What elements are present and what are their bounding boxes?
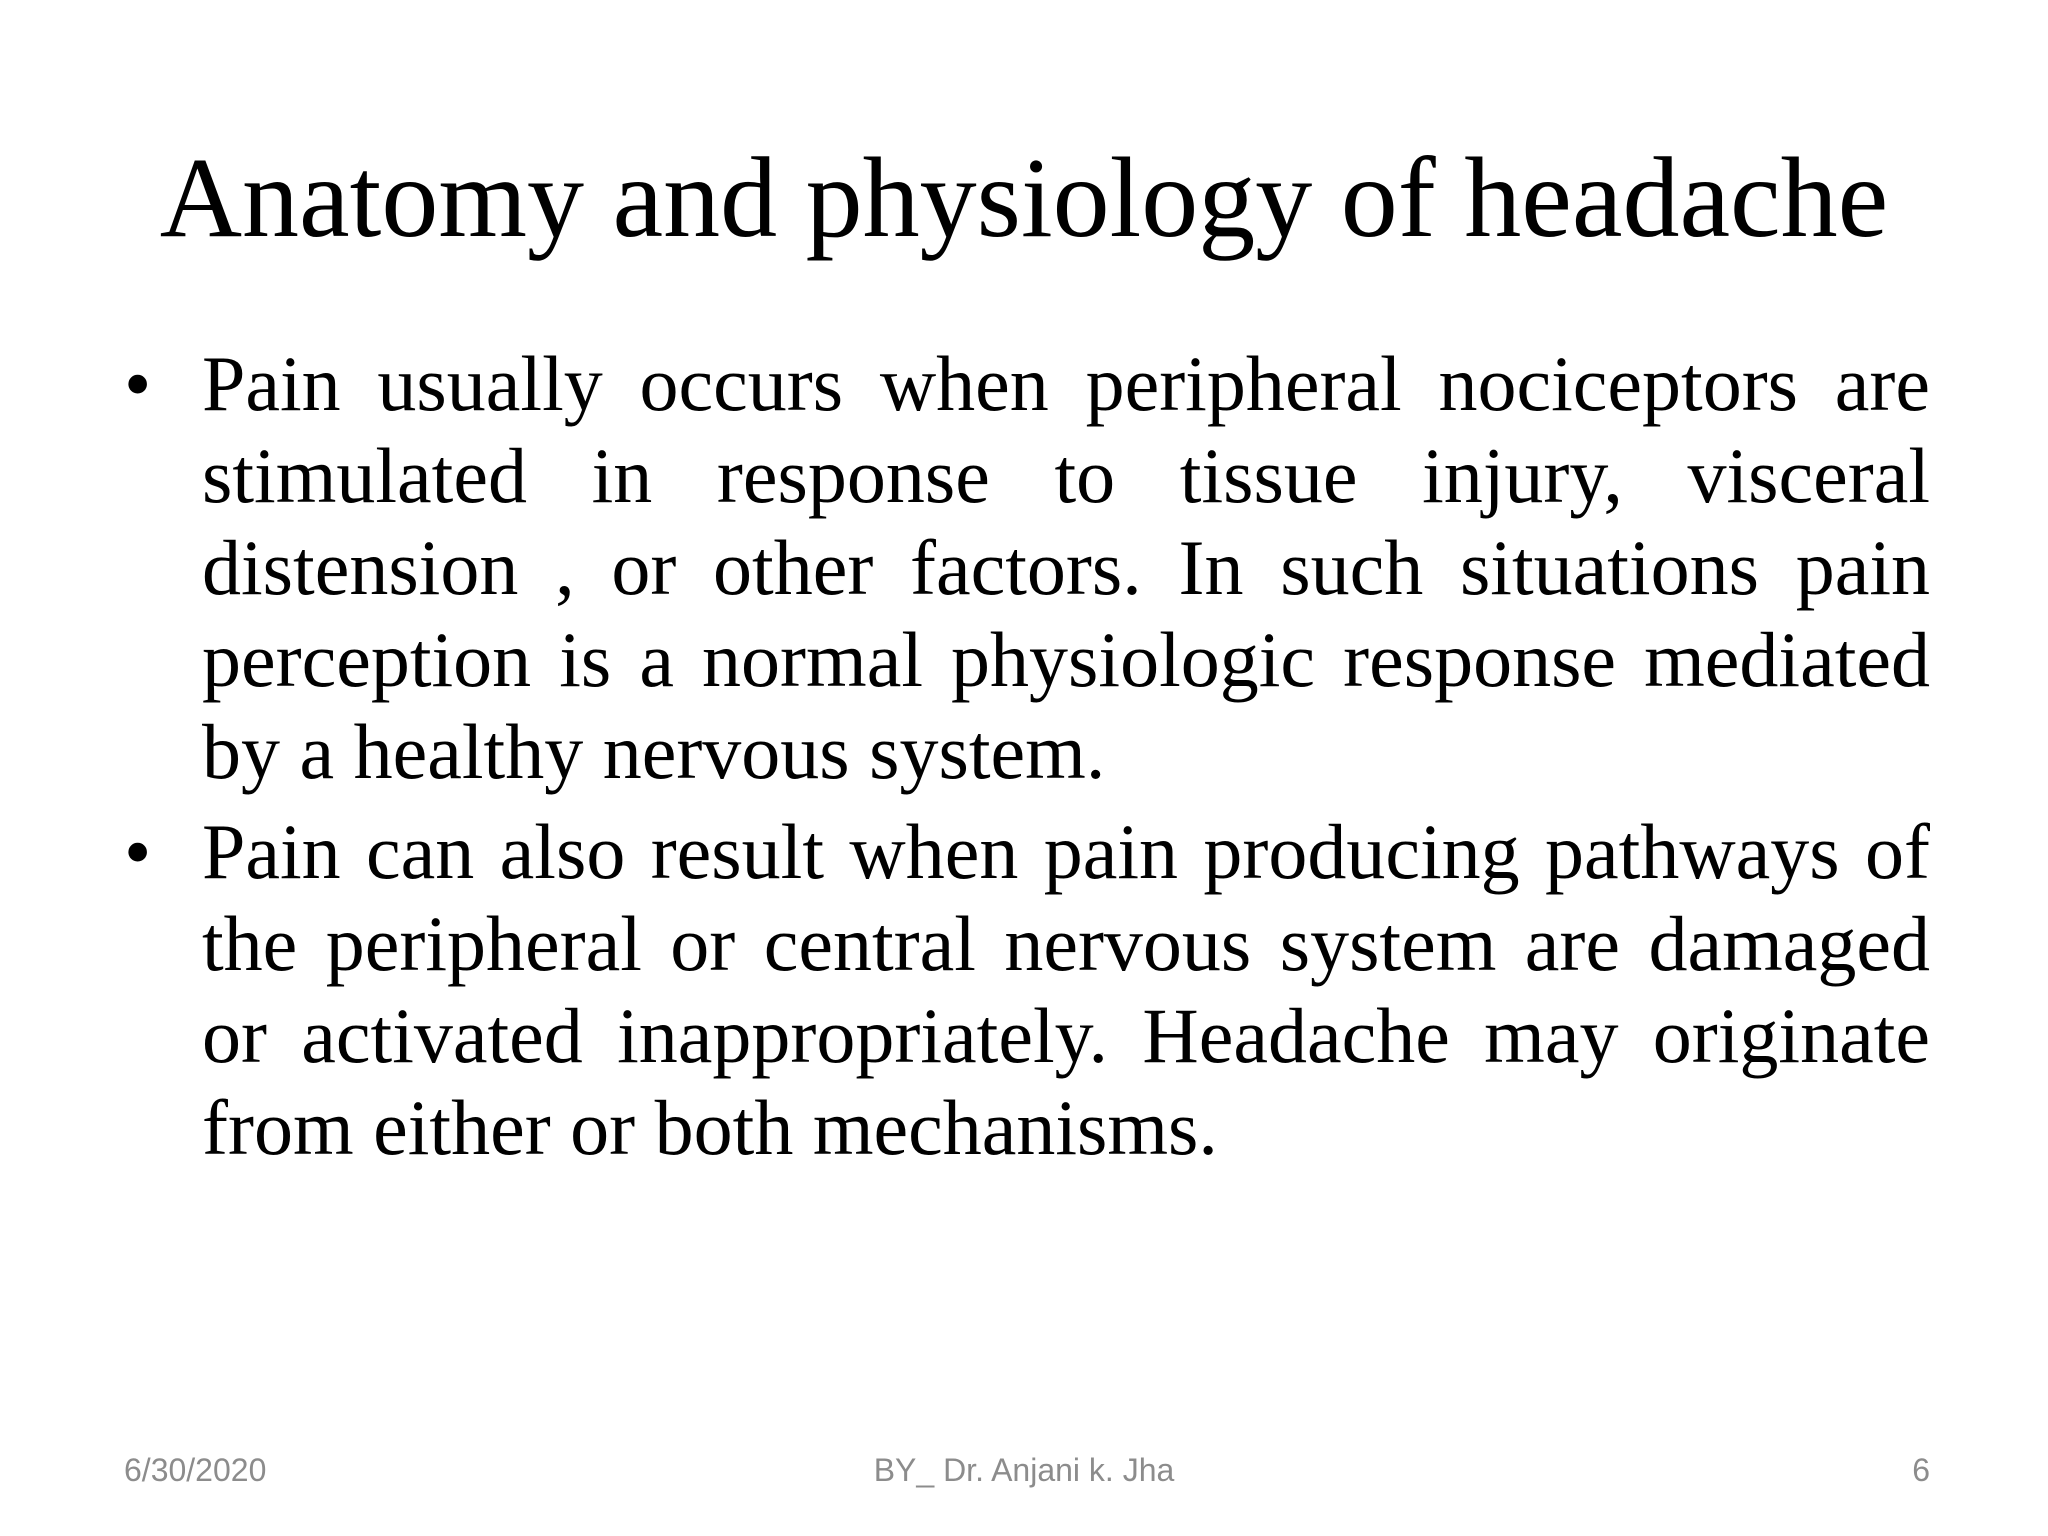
bullet-text: Pain usually occurs when peripheral nociceptors are stimulated in response to tissue injury, visceral distension , or other factors. In such situations pain perception is a normal physiologic response mediated by a healthy nervous system. — [202, 340, 1930, 795]
slide-title: Anatomy and physiology of headache — [159, 134, 1889, 261]
bullet-item — [124, 806, 1930, 1174]
bullet-marker: • — [124, 808, 152, 895]
bullet-item — [124, 338, 1930, 798]
bullet-text: Pain can also result when pain producing pathways of the peripheral or central nervous system are damaged or activated inappropriately. Headache may originate from either or both mechanisms. — [202, 808, 1930, 1171]
footer-date: 6/30/2020 — [124, 1452, 267, 1488]
bullet-list — [124, 338, 1930, 1182]
footer-page-number: 6 — [1912, 1452, 1930, 1488]
bullet-marker: • — [124, 340, 152, 427]
footer-author: BY_ Dr. Anjani k. Jha — [873, 1452, 1175, 1488]
